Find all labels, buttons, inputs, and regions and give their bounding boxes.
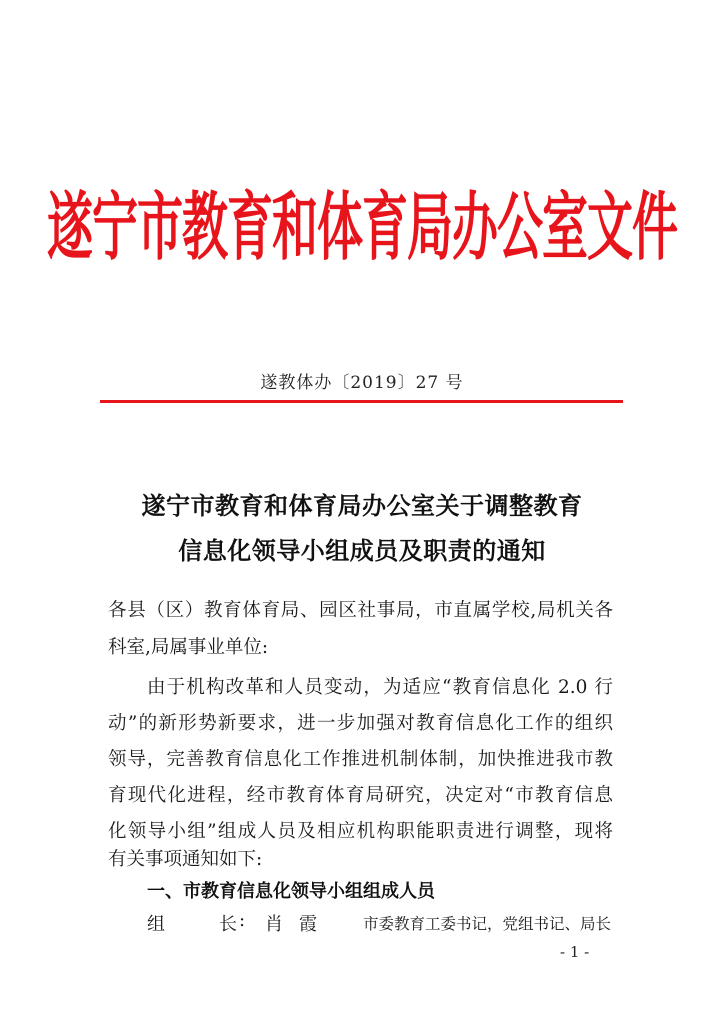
red-divider-line	[100, 400, 623, 403]
body-line-paragraph: 化领导小组”组成人员及相应机构职能职责进行调整，现将	[108, 821, 613, 842]
member-role: 组长	[147, 914, 237, 935]
member-name: 肖霞	[265, 914, 317, 935]
body-line-recipients: 各县（区）教育体育局、园区社事局，市直属学校,局机关各	[108, 600, 613, 621]
body-line-paragraph: 动”的新形势新要求，进一步加强对教育信息化工作的组织	[108, 713, 613, 734]
section-heading-1: 一、市教育信息化领导小组组成人员	[147, 881, 435, 902]
member-colon: :	[239, 910, 246, 931]
body-line-paragraph: 领导，完善教育信息化工作推进机制体制，加快推进我市教	[108, 749, 613, 770]
member-row	[147, 910, 617, 938]
member-title: 市委教育工委书记，党组书记、局长	[363, 915, 612, 933]
body-line-paragraph: 由于机构改革和人员变动，为适应“教育信息化 2.0 行	[147, 677, 613, 698]
body-line-paragraph-end: 有关事项通知如下:	[108, 849, 263, 870]
document-number: 遂教体办〔2019〕27 号	[260, 373, 464, 393]
body-line-paragraph: 育现代化进程，经市教育体育局研究，决定对“市教育信息	[108, 785, 613, 806]
page-number: - 1 -	[560, 943, 590, 961]
body-line-recipients-cont: 科室,局属事业单位:	[108, 637, 269, 658]
notice-title-line-1: 遂宁市教育和体育局办公室关于调整教育	[141, 492, 583, 520]
notice-title-line-2: 信息化领导小组成员及职责的通知	[178, 537, 546, 565]
document-masthead: 遂宁市教育和体育局办公室文件	[47, 183, 677, 270]
